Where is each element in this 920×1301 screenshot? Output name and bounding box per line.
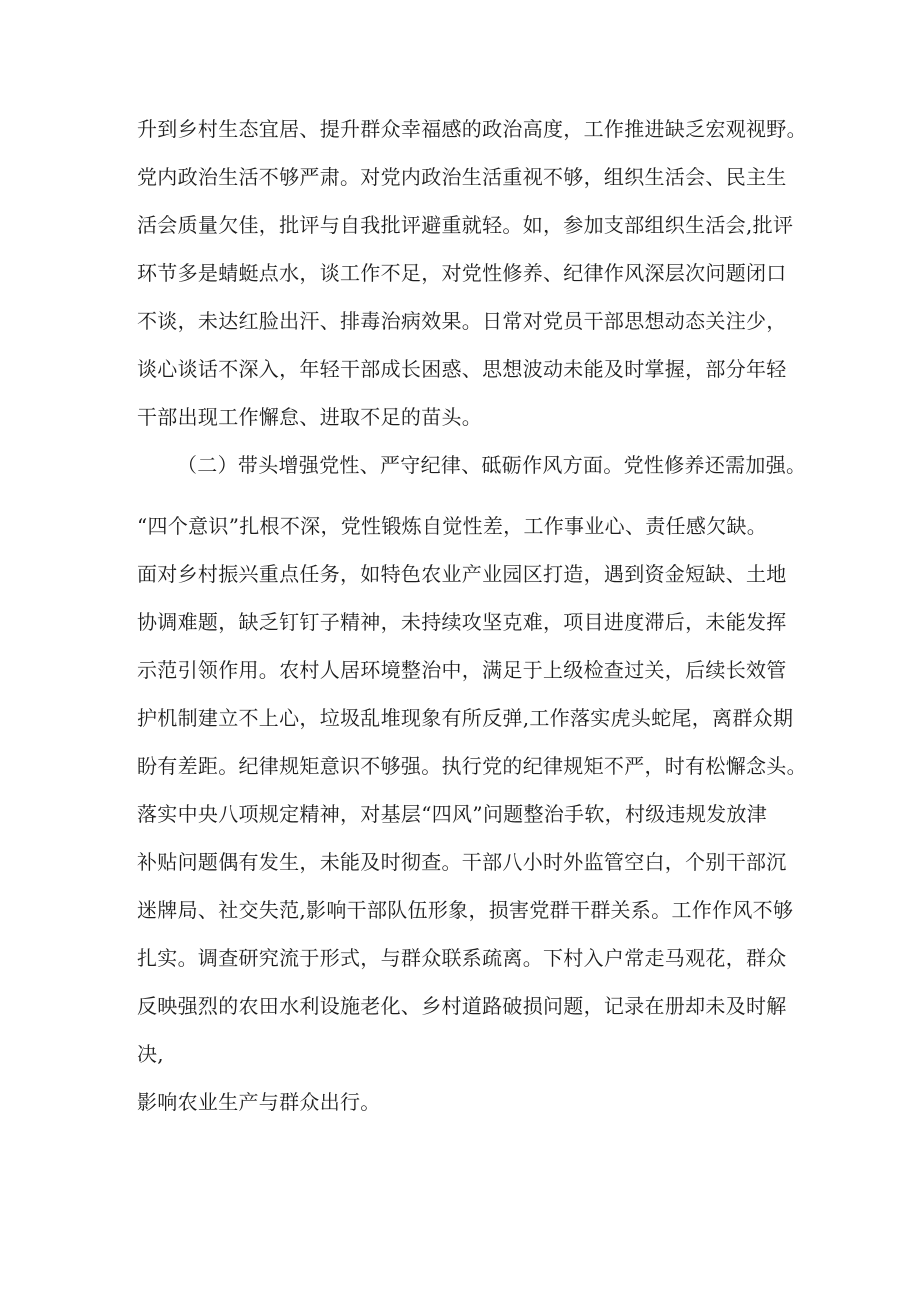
text-line: 影响农业生产与群众出行。 [137,1090,381,1114]
text-line: 环节多是蜻蜓点水，谈工作不足，对党性修养、纪律作风深层次问题闭口 [137,261,787,285]
text-line: 迷牌局、社交失范,影响干部队伍形象，损害党群干群关系。工作作风不够 [137,898,794,922]
text-line: 扎实。调查研究流于形式，与群众联系疏离。下村入户常走马观花，群众 [137,946,787,970]
section-heading-line: （二）带头增强党性、严守纪律、砥砺作风方面。党性修养还需加强。 [177,453,807,477]
text-line: “四个意识”扎根不深，党性锻炼自觉性差，工作事业心、责任感欠缺。 [137,514,768,538]
text-line: 党内政治生活不够严肃。对党内政治生活重视不够，组织生活会、民主生 [137,165,787,189]
text-line: 护机制建立不上心，垃圾乱堆现象有所反弹,工作落实虎头蛇尾，离群众期 [137,706,794,730]
text-line: 谈心谈话不深入，年轻干部成长困惑、思想波动未能及时掌握，部分年轻 [137,357,787,381]
text-line: 干部出现工作懈怠、进取不足的苗头。 [137,405,483,429]
text-line: 协调难题，缺乏钉钉子精神，未持续攻坚克难，项目进度滞后，未能发挥 [137,610,787,634]
text-line: 不谈，未达红脸出汗、排毒治病效果。日常对党员干部思想动态关注少， [137,309,787,333]
text-line: 升到乡村生态宜居、提升群众幸福感的政治高度，工作推进缺乏宏观视野。 [137,117,807,141]
text-line: 反映强烈的农田水利设施老化、乡村道路破损问题，记录在册却未及时解 [137,994,787,1018]
text-line: 活会质量欠佳，批评与自我批评避重就轻。如，参加支部组织生活会,批评 [137,213,794,237]
text-line: 盼有差距。纪律规矩意识不够强。执行党的纪律规矩不严，时有松懈念头。 [137,754,807,778]
text-line: 面对乡村振兴重点任务，如特色农业产业园区打造，遇到资金短缺、土地 [137,562,787,586]
text-line: 补贴问题偶有发生，未能及时彻查。干部八小时外监管空白，个别干部沉 [137,850,787,874]
text-line: 示范引领作用。农村人居环境整治中，满足于上级检查过关，后续长效管 [137,658,787,682]
text-line: 决, [137,1042,164,1066]
text-line: 落实中央八项规定精神，对基层“四风”问题整治手软，村级违规发放津 [137,802,768,826]
